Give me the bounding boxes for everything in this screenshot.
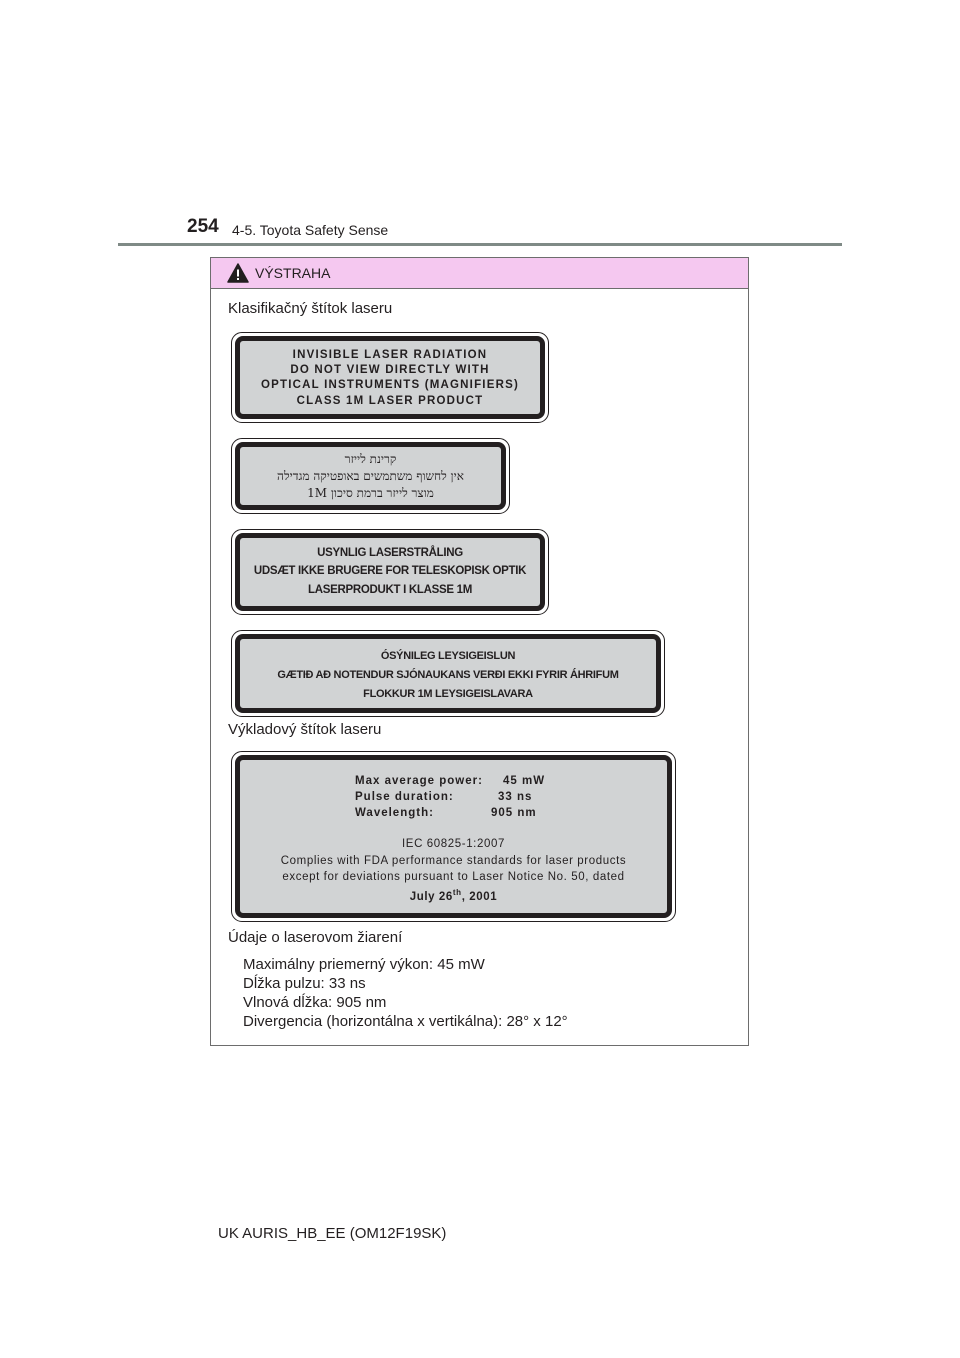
label-line: DO NOT VIEW DIRECTLY WITH	[290, 364, 490, 376]
hebrew-laser-label	[231, 438, 510, 514]
list-item: Vlnová dĺžka: 905 nm	[243, 994, 387, 1011]
spec-value: 45 mW	[503, 775, 546, 787]
label-line: OPTICAL INSTRUMENTS (MAGNIFIERS)	[261, 379, 519, 391]
spec-value: 905 nm	[491, 807, 537, 819]
spec-value: 33 ns	[498, 791, 533, 803]
label-line: LASERPRODUKT I KLASSE 1M	[307, 584, 473, 596]
label-line: GÆTIÐ AÐ NOTENDUR SJÓNAUKANS VERÐI EKKI FYRIR ÁHRIFUM	[277, 669, 619, 681]
label-line: UDSÆT IKKE BRUGERE FOR TELESKOPISK OPTIK	[253, 565, 527, 577]
header-divider	[118, 243, 842, 246]
label-line: USYNLIG LASERSTRÅLING	[317, 547, 463, 559]
page-number: 254	[187, 216, 219, 237]
warning-header	[211, 258, 748, 289]
danish-laser-label	[231, 529, 549, 615]
warning-title: VÝSTRAHA	[255, 265, 331, 281]
date-prefix: July 26	[409, 890, 453, 903]
label-line: ÓSÝNILEG LEYSIGEISLUN	[380, 650, 516, 662]
list-item: Maximálny priemerný výkon: 45 mW	[243, 956, 485, 973]
section-title: 4-5. Toyota Safety Sense	[232, 222, 389, 238]
spec-name: Wavelength:	[355, 807, 434, 819]
label-line: קרינת לייזר	[344, 452, 397, 466]
label-line: אין לחשוף משתמשים באופטיקה מגדילה	[277, 469, 464, 483]
label-line: FLOKKUR 1M LEYSIGEISLAVARA	[363, 688, 533, 700]
warning-triangle-icon	[227, 263, 249, 283]
label-line: INVISIBLE LASER RADIATION	[292, 349, 488, 361]
radiation-data-list	[243, 955, 568, 1031]
date-superscript: th	[452, 888, 462, 897]
list-item: Divergencia (horizontálna x vertikálna): 28° x 12°	[243, 1013, 568, 1030]
list-item: Dĺžka pulzu: 33 ns	[243, 975, 366, 992]
date-suffix: , 2001	[461, 890, 498, 903]
standard-text: IEC 60825-1:2007	[402, 838, 505, 850]
spec-name: Max average power:	[355, 775, 483, 787]
explanatory-label-caption: Výkladový štítok laseru	[228, 721, 382, 738]
label-line: CLASS 1M LASER PRODUCT	[296, 395, 484, 407]
compliance-text: Complies with FDA performance standards for laser products	[280, 855, 627, 867]
compliance-date	[240, 885, 667, 905]
english-laser-label	[231, 332, 549, 423]
radiation-data-caption: Údaje o laserovom žiarení	[228, 929, 403, 946]
explanatory-laser-label	[231, 751, 676, 922]
footer-model-code: UK AURIS_HB_EE (OM12F19SK)	[218, 1225, 447, 1242]
spec-name: Pulse duration:	[355, 791, 454, 803]
classification-label-caption: Klasifikačný štítok laseru	[228, 300, 393, 317]
label-line: מוצר לייזר ברמת סיכון 1M	[307, 486, 434, 500]
icelandic-laser-label	[231, 630, 665, 717]
compliance-text: except for deviations pursuant to Laser Notice No. 50, dated	[282, 871, 625, 883]
